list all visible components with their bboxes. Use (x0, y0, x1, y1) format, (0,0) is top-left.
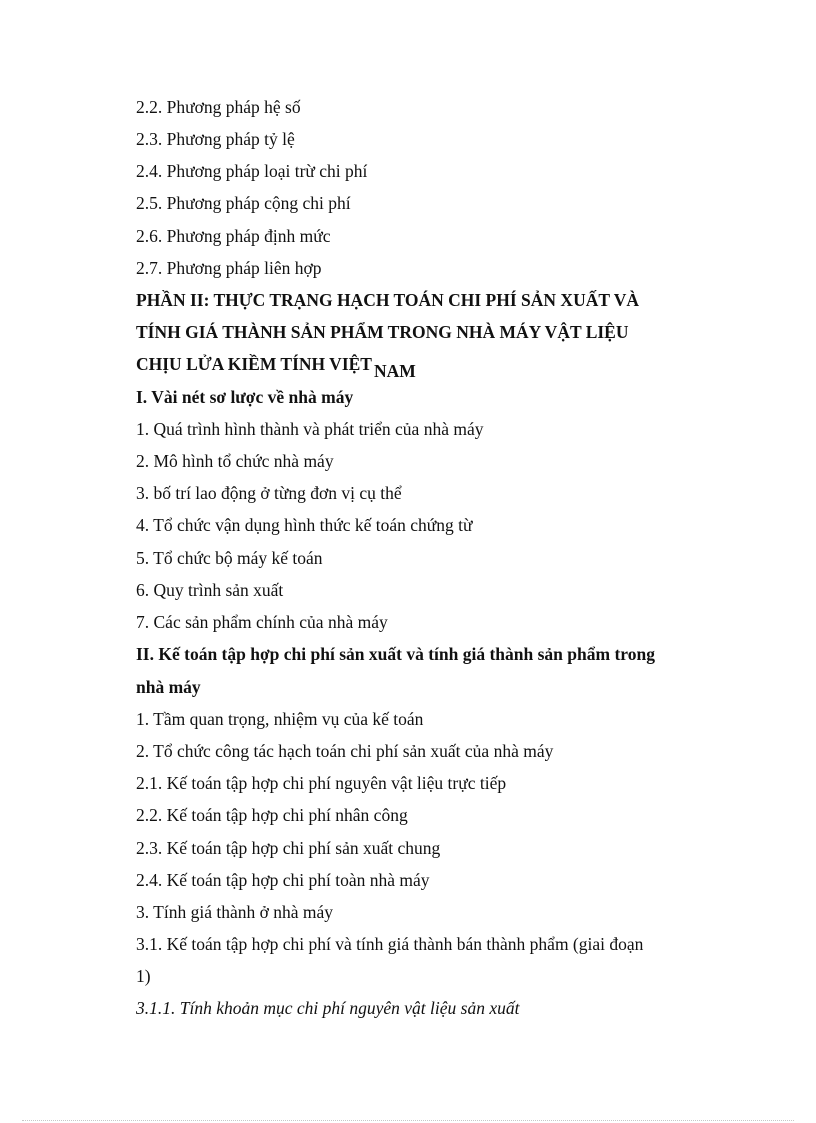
toc-line: 6. Quy trình sản xuất (136, 580, 284, 600)
toc-line: 1. Tầm quan trọng, nhiệm vụ của kế toán (136, 709, 424, 729)
toc-line: 3. Tính giá thành ở nhà máy (136, 902, 334, 922)
toc-line: 2.5. Phương pháp cộng chi phí (136, 193, 351, 213)
toc-line: 3. bố trí lao động ở từng đơn vị cụ thể (136, 483, 402, 503)
part-heading: TÍNH GIÁ THÀNH SẢN PHẨM TRONG NHÀ MÁY VẬT LIỆU (136, 322, 629, 342)
toc-line: 2.3. Phương pháp tỷ lệ (136, 129, 295, 149)
toc-line: 2.2. Kế toán tập hợp chi phí nhân công (136, 805, 408, 825)
toc-line: 2.4. Phương pháp loại trừ chi phí (136, 161, 368, 181)
toc-line: 1) (136, 966, 151, 986)
section-heading: II. Kế toán tập hợp chi phí sản xuất và tính giá thành sản phẩm trong (136, 644, 655, 664)
part-heading-tail: NAM (373, 361, 416, 381)
toc-line: 2.1. Kế toán tập hợp chi phí nguyên vật liệu trực tiếp (136, 773, 507, 793)
toc-line: 2. Tổ chức công tác hạch toán chi phí sản xuất của nhà máy (136, 741, 554, 761)
toc-line: 1. Quá trình hình thành và phát triển của nhà máy (136, 419, 484, 439)
section-heading: nhà máy (136, 677, 201, 697)
toc-line: 3.1. Kế toán tập hợp chi phí và tính giá thành bán thành phẩm (giai đoạn (136, 934, 644, 954)
page-bottom-rule (22, 1120, 794, 1121)
toc-line: 2.6. Phương pháp định mức (136, 226, 331, 246)
toc-line: 2.4. Kế toán tập hợp chi phí toàn nhà máy (136, 870, 430, 890)
toc-line: 2.3. Kế toán tập hợp chi phí sản xuất chung (136, 838, 441, 858)
toc-line: 2.7. Phương pháp liên hợp (136, 258, 322, 278)
toc-line: 2.2. Phương pháp hệ số (136, 97, 301, 117)
part-heading (136, 354, 416, 381)
section-heading: I. Vài nét sơ lược về nhà máy (136, 387, 354, 407)
toc-line: 2. Mô hình tổ chức nhà máy (136, 451, 334, 471)
toc-line: 5. Tổ chức bộ máy kế toán (136, 548, 323, 568)
toc-line: 4. Tổ chức vận dụng hình thức kế toán chứng từ (136, 515, 473, 535)
toc-line-italic: 3.1.1. Tính khoản mục chi phí nguyên vật liệu sản xuất (136, 998, 520, 1018)
toc-line: 7. Các sản phẩm chính của nhà máy (136, 612, 388, 632)
part-heading: PHẦN II: THỰC TRẠNG HẠCH TOÁN CHI PHÍ SẢN XUẤT VÀ (136, 290, 640, 310)
part-heading-text: CHỊU LỬA KIỀM TÍNH VIỆT (136, 354, 372, 374)
